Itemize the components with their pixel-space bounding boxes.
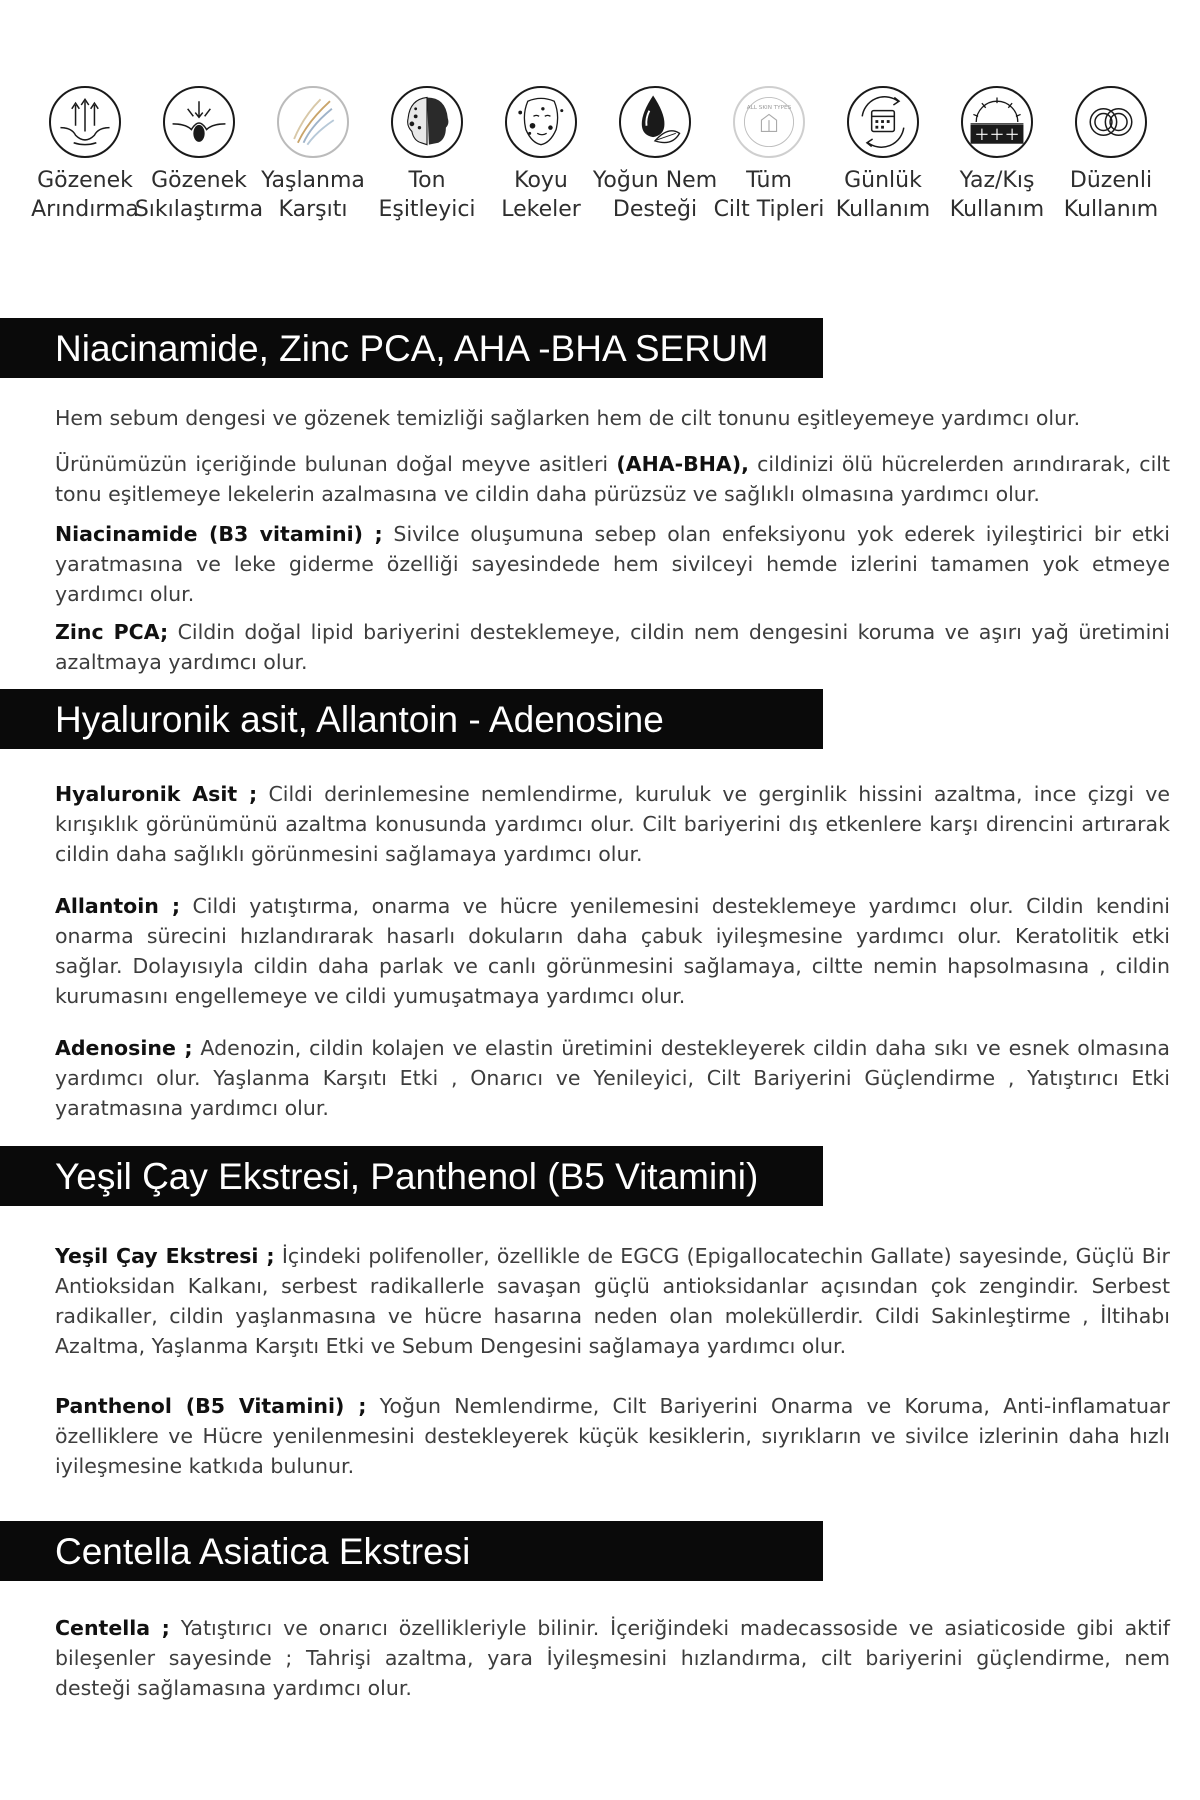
benefit-label: Günlük Kullanım bbox=[835, 168, 931, 222]
benefit-label: Tüm Cilt Tipleri bbox=[713, 168, 825, 222]
benefit-daily-use bbox=[818, 86, 948, 224]
ingredient-name: Adenosine ; bbox=[55, 1036, 193, 1060]
pore-cleansing-icon bbox=[49, 86, 121, 158]
paragraph-text: İçindeki polifenoller, özellikle de EGCG (Epigallocatechin Gallate) sayesinde, Güçlü Bir Antioksidan Kalkanı, serbest radikallerle savaşan güçlü antioksidanlar açısından çok zengindir. Serbest radikaller, cildin yaşlanmasına ve hücre hasarına neden olan moleküllerdir. Cildi Sakinleştirme , İltihabı Azaltma, Yaşlanma Karşıtı Etki ve Sebum Dengesini sağlamaya yardımcı olur. bbox=[55, 1244, 1170, 1358]
all-skin-types-icon bbox=[733, 86, 805, 158]
paragraph-text: Cildi derinlemesine nemlendirme, kuruluk ve gerginlik hissini azaltma, ince çizgi ve kırışıklık görünümünü azaltma konusunda yardımcı olur. Cilt bariyerini dış etkenlere karşı direncini artırarak cildin daha sağlıklı görünmesini sağlamaya yardımcı olur. bbox=[55, 782, 1170, 866]
benefit-label: Yaşlanma Karşıtı bbox=[261, 168, 365, 222]
section-title: Niacinamide, Zinc PCA, AHA -BHA SERUM bbox=[55, 328, 769, 369]
ingredient-name: Niacinamide (B3 vitamini) ; bbox=[55, 522, 383, 546]
benefit-label: Gözenek Sıkılaştırma bbox=[134, 168, 264, 222]
section-header-hyaluronic bbox=[0, 689, 823, 749]
paragraph-zinc-pca bbox=[55, 617, 1170, 677]
paragraph-text: Sivilce oluşumuna sebep olan enfeksiyonu yok ederek iyileştirici bir etki yaratmasına ve leke giderme özelliği sayesindede hem sivilceyi hemde izlerini tamamen yok etmeye yardımcı olur. bbox=[55, 522, 1170, 606]
benefit-summer-winter bbox=[932, 86, 1062, 224]
section-header-centella bbox=[0, 1521, 823, 1581]
benefit-tone-evening bbox=[362, 86, 492, 224]
benefit-label: Ton Eşitleyici bbox=[378, 168, 476, 222]
paragraph-text: Adenozin, cildin kolajen ve elastin üretimini destekleyerek cildin daha sıkı ve esnek olmasına yardımcı olur. Yaşlanma Karşıtı Etki , Onarıcı ve Yenileyici, Cilt Bariyerini Güçlendirme , Yatıştırıcı Etki yaratmasına yardımcı olur. bbox=[55, 1036, 1170, 1120]
benefit-anti-aging bbox=[248, 86, 378, 224]
paragraph-panthenol bbox=[55, 1391, 1170, 1481]
section-title: Yeşil Çay Ekstresi, Panthenol (B5 Vitamini) bbox=[55, 1156, 759, 1197]
section-title: Centella Asiatica Ekstresi bbox=[55, 1531, 471, 1572]
benefit-regular-use bbox=[1046, 86, 1176, 224]
paragraph-text: Hem sebum dengesi ve gözenek temizliği sağlarken hem de cilt tonunu eşitleyemeye yardımcı olur. bbox=[55, 406, 1081, 430]
paragraph-aha-bha bbox=[55, 449, 1170, 509]
benefit-pore-tightening bbox=[134, 86, 264, 224]
benefit-moisture bbox=[590, 86, 720, 224]
benefit-label: Koyu Lekeler bbox=[501, 168, 581, 222]
paragraph-text: Ürünümüzün içeriğinde bulunan doğal meyve asitleri bbox=[55, 452, 617, 476]
paragraph-intro bbox=[55, 403, 1170, 433]
benefit-label: Düzenli Kullanım bbox=[1063, 168, 1159, 222]
paragraph-text: Cildi yatıştırma, onarma ve hücre yenilemesini desteklemeye yardımcı olur. Cildin kendini onarma sürecini hızlandırarak hasarlı dokuların daha çabuk iyileşmesine yardımcı olur. Keratolitik etki sağlar. Dolayısıyla cildin daha parlak ve canlı görünmesini sağlamaya, ciltte nemin hapsolmasına , cildin kurumasını engellemeye ve cildi yumuşatmaya yardımcı olur. bbox=[55, 894, 1171, 1008]
benefit-all-skin-types bbox=[704, 86, 834, 224]
benefit-icons-row bbox=[20, 86, 1180, 246]
paragraph-text: Yatıştırıcı ve onarıcı özellikleriyle bilinir. İçeriğindeki madecassoside ve asiaticoside gibi aktif bileşenler sayesinde ; Tahrişi azaltma, yara İyileşmesini hızlandırma, cilt bariyerini güçlendirme, nem desteği sağlamasına yardımcı olur. bbox=[55, 1616, 1171, 1700]
ingredient-name: Yeşil Çay Ekstresi ; bbox=[55, 1244, 275, 1268]
benefit-label: Yoğun Nem Desteği bbox=[592, 168, 718, 222]
section-title: Hyaluronik asit, Allantoin - Adenosine bbox=[55, 699, 664, 740]
pore-tightening-icon bbox=[163, 86, 235, 158]
ingredient-name: Panthenol (B5 Vitamini) ; bbox=[55, 1394, 367, 1418]
moisture-drop-icon bbox=[619, 86, 691, 158]
paragraph-niacinamide bbox=[55, 519, 1170, 609]
benefit-pore-cleansing bbox=[20, 86, 150, 224]
paragraph-green-tea bbox=[55, 1241, 1170, 1361]
section-header-green-tea bbox=[0, 1146, 823, 1206]
paragraph-text: cildinizi ölü hücrelerden arındırarak, cilt tonu eşitlemeye lekelerin azalmasına ve cildin daha pürüzsüz ve sağlıklı olmasına yardımcı olur. bbox=[55, 452, 1171, 506]
ingredient-name: Allantoin ; bbox=[55, 894, 181, 918]
paragraph-allantoin bbox=[55, 891, 1170, 1011]
tone-evening-icon bbox=[391, 86, 463, 158]
section-header-niacinamide bbox=[0, 318, 823, 378]
dark-spots-icon bbox=[505, 86, 577, 158]
all-skin-types-text: ALL SKIN TYPES bbox=[746, 104, 792, 111]
summer-winter-icon bbox=[961, 86, 1033, 158]
paragraph-adenosine bbox=[55, 1033, 1170, 1123]
paragraph-centella bbox=[55, 1613, 1170, 1703]
ingredient-name: Zinc PCA; bbox=[55, 620, 169, 644]
benefit-label: Gözenek Arındırma bbox=[31, 168, 139, 222]
regular-use-icon bbox=[1075, 86, 1147, 158]
paragraph-text: Yoğun Nemlendirme, Cilt Bariyerini Onarma ve Koruma, Anti-inflamatuar özelliklere ve Hücre yenilenmesini destekleyerek küçük kesiklerin, sıyrıkların ve sivilce izlerinin daha hızlı iyileşmesine katkıda bulunur. bbox=[55, 1394, 1170, 1478]
anti-aging-icon bbox=[277, 86, 349, 158]
ingredient-name: Centella ; bbox=[55, 1616, 170, 1640]
benefit-dark-spots bbox=[476, 86, 606, 224]
ingredient-name: (AHA-BHA), bbox=[616, 452, 749, 476]
paragraph-hyaluronic-acid bbox=[55, 779, 1170, 869]
paragraph-text: Cildin doğal lipid bariyerini desteklemeye, cildin nem dengesini koruma ve aşırı yağ üretimini azaltmaya yardımcı olur. bbox=[55, 620, 1170, 674]
daily-use-icon bbox=[847, 86, 919, 158]
benefit-label: Yaz/Kış Kullanım bbox=[949, 168, 1045, 222]
ingredient-name: Hyaluronik Asit ; bbox=[55, 782, 258, 806]
